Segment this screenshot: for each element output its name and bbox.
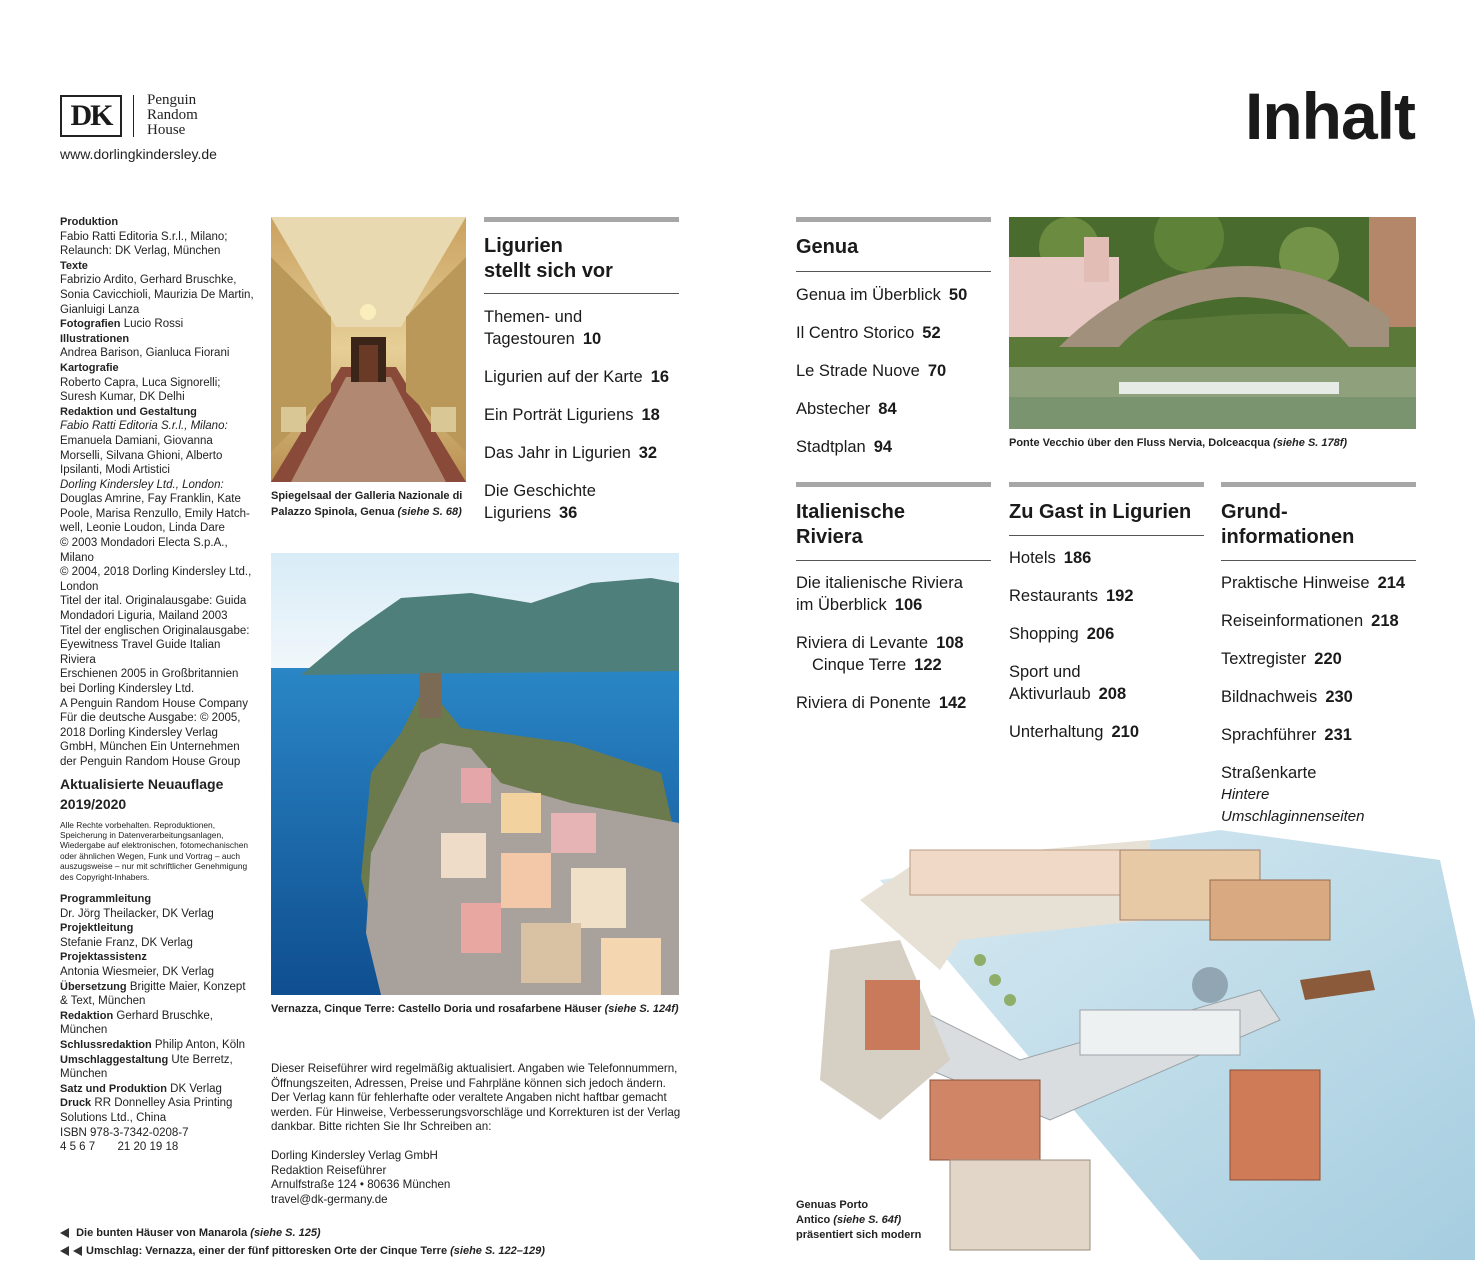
- toc-item[interactable]: Le Strade Nuove 70: [796, 362, 947, 380]
- toc-section-riviera: [796, 482, 991, 714]
- vernazza-photo: [271, 553, 679, 995]
- toc-item[interactable]: Die Geschichte Liguriens 36: [484, 482, 596, 522]
- toc-item[interactable]: Stadtplan 94: [796, 438, 893, 456]
- toc-item[interactable]: Restaurants 192: [1009, 587, 1134, 605]
- arrow-left-icon: [60, 1246, 69, 1256]
- porto-antico-illustration: [820, 820, 1475, 1260]
- toc-item[interactable]: Ligurien auf der Karte 16: [484, 368, 670, 386]
- caption-vernazza: Vernazza, Cinque Terre: Castello Doria und rosafarbene Häuser (siehe S. 124f): [271, 1003, 679, 1015]
- toc-item[interactable]: Riviera di Levante 108: [796, 634, 964, 652]
- image-footnotes: Die bunten Häuser von Manarola (siehe S. 125) Umschlag: Vernazza, einer der fünf pittoresken Orte der Cinque Terre (siehe S. 122–129): [60, 1224, 545, 1260]
- toc-item[interactable]: Hotels 186: [1009, 549, 1092, 567]
- publisher-logo-text: Penguin Random House: [147, 92, 198, 138]
- credits-column: Produktion Fabio Ratti Editoria S.r.l., Milano; Relaunch: DK Verlag, München Texte Fabrizio Ardito, Gerhard Bruschke, Sonia Cavicchioli, Maurizia De Martin, Gianluigi Lanza Fotografien Lucio Rossi Illustrationen Andrea Barison, Gianluca Fiorani Kartografie Roberto Capra, Luca Signorelli; Suresh Kumar, DK Delhi Redaktion und Gestaltung Fabio Ratti Editoria S.r.l., Milano: Emanuela Damiani, Giovanna Morselli, Silvana Ghioni, Alberto Ipsilanti, Modi Artistici Dorling Kindersley Ltd., London: Douglas Amrine, Fay Franklin, Kate Poole, Marisa Renzullo, Emily Hatchwell, Leonie Loudon, Linda Dare © 2003 Mondadori Electa S.p.A., Milano © 2004, 2018 Dorling Kindersley Ltd., London Titel der ital. Originalausgabe: Guida Mondadori Liguria, Mailand 2003 Titel der englischen Originalausgabe: Eyewitness Travel Guide Italian Riviera Erschienen 2005 in Großbritannien bei Dorling Kindersley Ltd. A Penguin Random House Company Für die deutsche Ausgabe: © 2005, 2018 Dorling Kindersley Verlag GmbH, München Ein Unternehmen der Penguin Random House Group Aktualisierte Neuauflage 2019/2020 Alle Rechte vorbehalten. Reproduktionen, Speicherung in Datenverarbeitungsanlagen, Wiedergabe auf elektronischen, fotomechanischen oder ähnlichen Wegen, Funk und Vortrag – auch auszugsweise – nur mit schriftlicher Genehmigung des Copyright-Inhabers. Programmleitung Dr. Jörg Theilacker, DK Verlag Projektleitung Stefanie Franz, DK Verlag Projektassistenz Antonia Wiesmeier, DK Verlag Übersetzung Brigitte Maier, Konzept & Text, München Redaktion Gerhard Bruschke, München Schlussredaktion Philip Anton, Köln Umschlaggestaltung Ute Berretz, München Satz und Produktion DK Verlag Druck RR Donnelley Asia Printing Solutions Ltd., China ISBN 978-3-7342-0208-7 4 5 6 7 21 20 19 18: [60, 215, 256, 1155]
- section-title: Grund- informationen: [1221, 501, 1355, 548]
- toc-item[interactable]: Il Centro Storico 52: [796, 324, 941, 342]
- section-title: Genua: [796, 236, 859, 258]
- toc-item[interactable]: Shopping 206: [1009, 625, 1115, 643]
- caption-porto-antico: Genuas Porto Antico (siehe S. 64f) präsentiert sich modern: [796, 1199, 922, 1241]
- logo-divider: [133, 95, 134, 137]
- toc-item[interactable]: Cinque Terre 122: [812, 656, 942, 674]
- toc-item[interactable]: Riviera di Ponente 142: [796, 694, 967, 712]
- arrow-left-icon: [73, 1246, 82, 1256]
- publisher-website: www.dorlingkindersley.de: [60, 146, 217, 162]
- toc-item[interactable]: Die italienische Riviera im Überblick 106: [796, 574, 963, 614]
- section-title: Ligurien stellt sich vor: [484, 235, 613, 282]
- toc-item[interactable]: Praktische Hinweise 214: [1221, 574, 1406, 592]
- edition-year: 2019/2020: [60, 795, 127, 812]
- toc-item[interactable]: Bildnachweis 230: [1221, 688, 1353, 706]
- ponte-vecchio-photo: [1009, 217, 1416, 429]
- toc-section-ligurien: [484, 217, 679, 524]
- toc-item[interactable]: Unterhaltung 210: [1009, 723, 1140, 741]
- toc-item[interactable]: Textregister 220: [1221, 650, 1342, 668]
- section-title: Italienische Riviera: [796, 501, 905, 548]
- toc-section-gast: [1009, 482, 1204, 743]
- rights-notice: Alle Rechte vorbehalten. Reproduktionen, Speicherung in Datenverarbeitungsanlagen, Wiedergabe auf elektronischen, fotomechanischen oder ähnlichen Wegen, Funk und Vortrag – auch auszugsweise – nur mit schriftlicher Genehmigung des Copyright-Inhabers.: [60, 819, 249, 882]
- caption-ponte-vecchio: Ponte Vecchio über den Fluss Nervia, Dolceacqua (siehe S. 178f): [1009, 437, 1348, 449]
- toc-item[interactable]: Das Jahr in Ligurien 32: [484, 444, 658, 462]
- spiegelsaal-photo: [271, 217, 466, 482]
- toc-item[interactable]: Ein Porträt Liguriens 18: [484, 406, 660, 424]
- toc-section-grundinformationen: [1221, 482, 1416, 828]
- dk-logo: DK: [60, 95, 122, 137]
- toc-item[interactable]: Sport und Aktivurlaub 208: [1009, 663, 1127, 703]
- page-title: Inhalt: [1245, 79, 1415, 153]
- arrow-left-icon: [60, 1228, 69, 1238]
- toc-item[interactable]: Themen- und Tagestouren 10: [484, 308, 602, 348]
- toc-item[interactable]: Sprachführer 231: [1221, 726, 1352, 744]
- toc-item[interactable]: Straßenkarte Hintere Umschlaginnenseiten: [1221, 764, 1365, 825]
- toc-section-genua: [796, 217, 991, 458]
- edition-title: Aktualisierte Neuauflage: [60, 775, 224, 792]
- contact-email: travel@dk-germany.de: [271, 1192, 388, 1206]
- toc-item[interactable]: Reiseinformationen 218: [1221, 612, 1399, 630]
- toc-item[interactable]: Abstecher 84: [796, 400, 897, 418]
- toc-item[interactable]: Genua im Überblick 50: [796, 286, 968, 304]
- caption-spiegelsaal: Spiegelsaal der Galleria Nazionale di Palazzo Spinola, Genua (siehe S. 68): [271, 490, 463, 518]
- update-notice: Dieser Reiseführer wird regelmäßig aktualisiert. Angaben wie Telefonnummern, Öffnungszeiten, Adressen, Preise und Fahrpläne können sich jedoch ändern. Der Verlag kann für fehlerhafte oder veraltete Angaben nicht haftbar gemacht werden. Für Hinweise, Verbesserungsvorschläge und Korrekturen ist der Verlag dankbar. Bitte richten Sie Ihr Schreiben an: Dorling Kindersley Verlag GmbH Redaktion Reiseführer Arnulfstraße 124 • 80636 München travel@dk-germany.de: [271, 1062, 681, 1206]
- section-title: Zu Gast in Ligurien: [1009, 501, 1192, 523]
